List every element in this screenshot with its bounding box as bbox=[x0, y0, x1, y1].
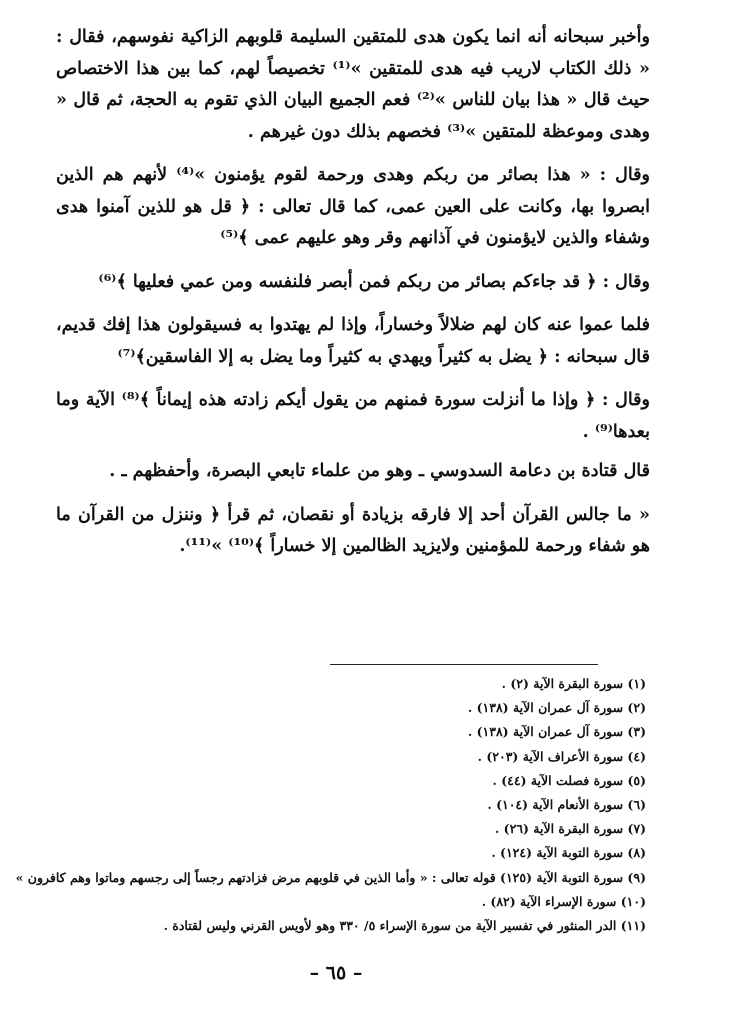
main-text bbox=[56, 22, 650, 575]
paragraph-2: وقال : « هذا بصائر من ربكم وهدى ورحمة لقوم يؤمنون »⁽⁴⁾ لأنهم هم الذين ابصروا بها، وكانت على العين عمى، كما قال تعالى : ﴿ قل هو للذين آمنوا هدى وشفاء والذين لايؤمنون في آذانهم وقر وهو عليهم عمى ﴾⁽⁵⁾ bbox=[56, 165, 650, 248]
paragraph-3: وقال : ﴿ قد جاءكم بصائر من ربكم فمن أبصر فلنفسه ومن عمي فعليها ﴾⁽⁶⁾ bbox=[98, 271, 650, 292]
page-number: – ٦٥ – bbox=[309, 962, 363, 984]
footnote-9: (٩) سورة التوبة الآية (١٢٥) قوله تعالى : « وأما الذين في قلوبهم مرض فزادتهم رجساً إلى رجسهم وماتوا وهم كافرون » bbox=[15, 869, 646, 885]
footnote-6: (٦) سورة الأنعام الآية (١٠٤) . bbox=[487, 797, 646, 813]
footnote-8: (٨) سورة التوبة الآية (١٢٤) . bbox=[491, 845, 646, 861]
footnotes bbox=[15, 672, 646, 938]
paragraph-6: قال قتادة بن دعامة السدوسي ـ وهو من علماء تابعي البصرة، وأحفظهم ـ . bbox=[109, 461, 650, 481]
footnote-3: (٣) سورة آل عمران الآية (١٣٨) . bbox=[467, 724, 646, 740]
footnote-10: (١٠) سورة الإسراء الآية (٨٢) . bbox=[481, 893, 646, 909]
paragraph-7: « ما جالس القرآن أحد إلا فارقه بزيادة أو نقصان، ثم قرأ ﴿ وننزل من القرآن ما هو شفاء ورحمة للمؤمنين ولايزيد الظالمين إلا خساراً ﴾⁽¹⁰⁾ »⁽¹¹⁾. bbox=[56, 504, 650, 556]
footnote-7: (٧) سورة البقرة الآية (٢٦) . bbox=[494, 821, 646, 837]
paragraph-4: فلما عموا عنه كان لهم ضلالاً وخساراً، وإذا لم يهتدوا به فسيقولون هذا إفك قديم، قال سبحانه : ﴿ يضل به كثيراً ويهدي به كثيراً وما يضل به إلا الفاسقين﴾⁽⁷⁾ bbox=[56, 315, 650, 367]
footnote-11: (١١) الدر المنثور في تفسير الآية من سورة الإسراء ٥/ ٣٣٠ وهو لأويس القرني وليس لقتادة . bbox=[163, 918, 646, 934]
footnote-5: (٥) سورة فصلت الآية (٤٤) . bbox=[492, 772, 646, 788]
footnote-2: (٢) سورة آل عمران الآية (١٣٨) . bbox=[467, 700, 646, 716]
footnote-separator bbox=[330, 664, 598, 665]
footnote-4: (٤) سورة الأعراف الآية (٢٠٣) . bbox=[477, 748, 646, 764]
paragraph-5: وقال : ﴿ وإذا ما أنزلت سورة فمنهم من يقول أيكم زادته هذه إيماناً ﴾⁽⁸⁾ الآية وما بعدها⁽⁹⁾ . bbox=[56, 390, 650, 442]
paragraph-1: وأخبر سبحانه أنه انما يكون هدى للمتقين السليمة قلوبهم الزاكية نفوسهم، فقال : « ذلك الكتاب لاريب فيه هدى للمتقين »⁽¹⁾ تخصيصاً لهم، كما بين هذا الاختصاص حيث قال « هذا بيان للناس »⁽²⁾ فعم الجميع البيان الذي تقوم به الحجة، ثم قال « وهدى وموعظة للمتقين »⁽³⁾ فخصهم بذلك دون غيرهم . bbox=[56, 27, 650, 142]
footnote-1: (١) سورة البقرة الآية (٢) . bbox=[501, 676, 646, 691]
